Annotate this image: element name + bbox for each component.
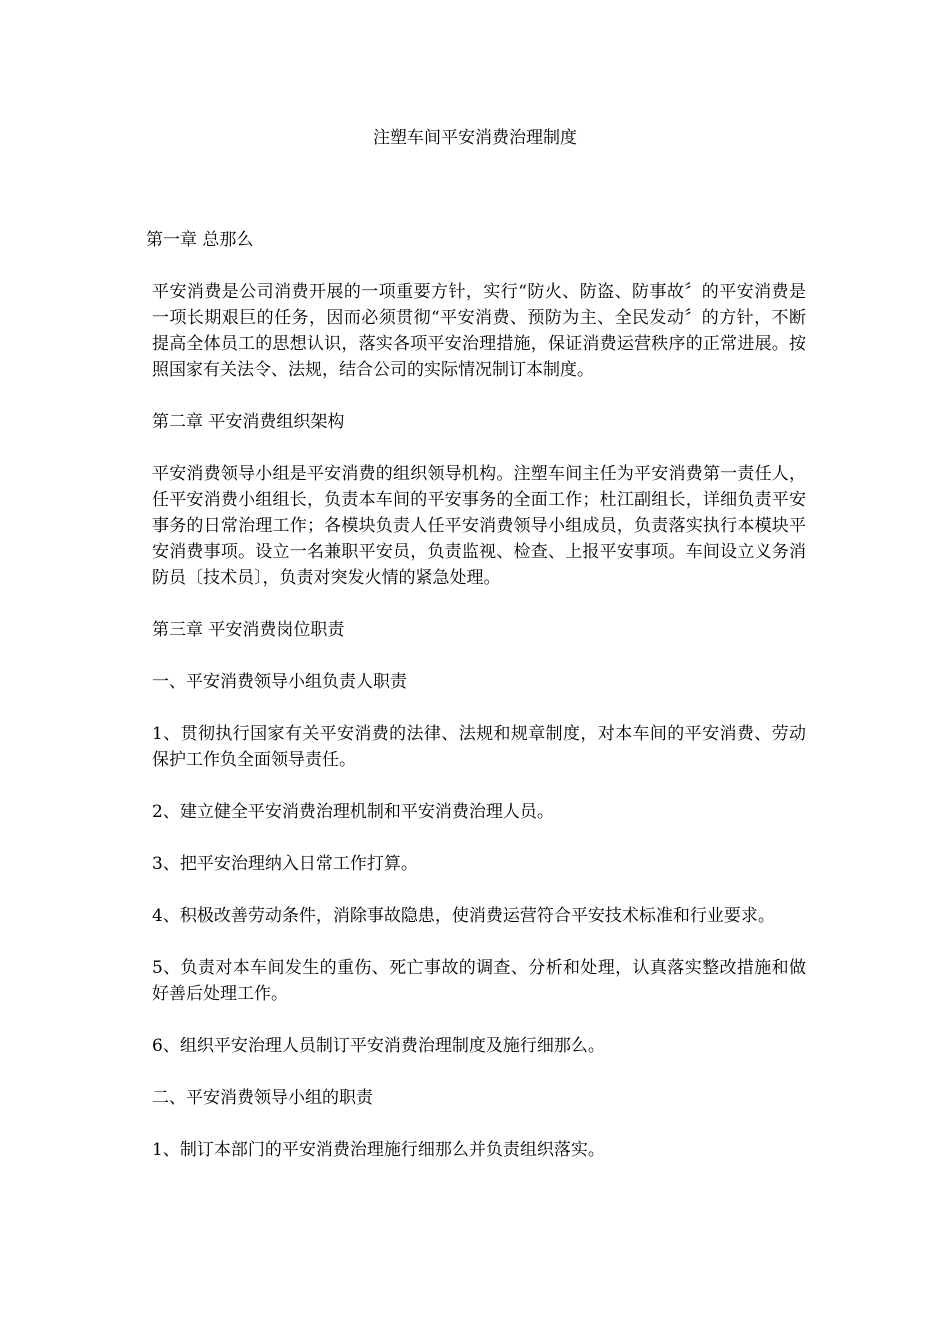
- section-1-item-5: 5、负责对本车间发生的重伤、死亡事故的调查、分析和处理，认真落实整改措施和做好善后处理工作。: [152, 958, 806, 1004]
- section-1-item-1: 1、贯彻执行国家有关平安消费的法律、法规和规章制度，对本车间的平安消费、劳动保护工作负全面领导责任。: [152, 724, 806, 770]
- chapter-1-paragraph: 平安消费是公司消费开展的一项重要方针，实行“防火、防盗、防事故〞的平安消费是一项长期艰巨的任务，因而必须贯彻“平安消费、预防为主、全民发动〞的方针，不断提高全体员工的思想认识，落实各项平安治理措施，保证消费运营秩序的正常进展。按照国家有关法令、法规，结合公司的实际情况制订本制度。: [152, 282, 806, 380]
- section-2-item-1: 1、制订本部门的平安消费治理施行细那么并负责组织落实。: [152, 1140, 605, 1160]
- section-1-item-6: 6、组织平安治理人员制订平安消费治理制度及施行细那么。: [152, 1036, 605, 1056]
- document-body: [146, 227, 806, 1189]
- section-1-item-2: 2、建立健全平安消费治理机制和平安消费治理人员。: [152, 802, 554, 822]
- section-1-heading: 一、平安消费领导小组负责人职责: [152, 672, 407, 692]
- section-1-item-3: 3、把平安治理纳入日常工作打算。: [152, 854, 418, 874]
- section-1-item-4: 4、积极改善劳动条件，消除事故隐患，使消费运营符合平安技术标准和行业要求。: [152, 906, 775, 926]
- chapter-2-paragraph: 平安消费领导小组是平安消费的组织领导机构。注塑车间主任为平安消费第一责任人，任平安消费小组组长，负责本车间的平安事务的全面工作；杜江副组长，详细负责平安事务的日常治理工作；各模块负责人任平安消费领导小组成员，负责落实执行本模块平安消费事项。设立一名兼职平安员，负责监视、检查、上报平安事项。车间设立义务消防员〔技术员〕，负责对突发火情的紧急处理。: [152, 464, 806, 588]
- chapter-2-heading: 第二章 平安消费组织架构: [152, 412, 345, 432]
- section-2-heading: 二、平安消费领导小组的职责: [152, 1088, 373, 1108]
- document-title: 注塑车间平安消费治理制度: [373, 128, 577, 148]
- chapter-3-heading: 第三章 平安消费岗位职责: [152, 620, 345, 640]
- chapter-1-heading: 第一章 总那么: [146, 230, 254, 250]
